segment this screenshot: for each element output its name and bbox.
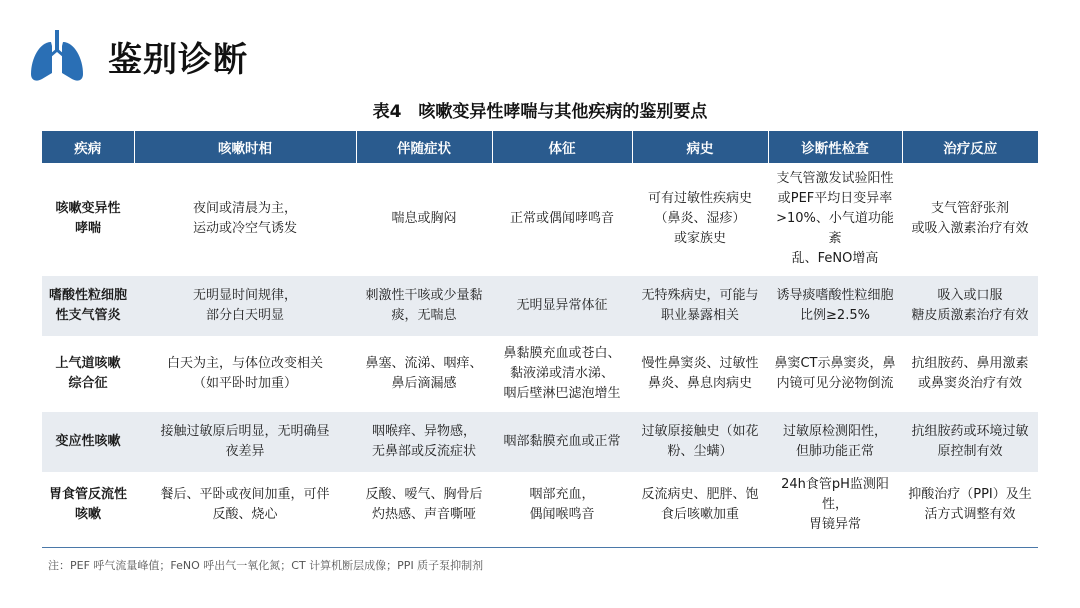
cell-timing: 夜间或清晨为主， 运动或冷空气诱发 (134, 163, 356, 276)
cell-history: 可有过敏性疾病史 （鼻炎、湿疹） 或家族史 (632, 163, 768, 276)
column-header-timing: 咳嗽时相 (134, 131, 356, 163)
table-row (42, 337, 1038, 412)
column-header-signs: 体征 (492, 131, 632, 163)
cell-tests: 过敏原检测阳性， 但肺功能正常 (768, 412, 902, 473)
cell-history: 无特殊病史，可能与 职业暴露相关 (632, 276, 768, 337)
column-header-disease: 疾病 (42, 131, 134, 163)
differential-diagnosis-table (42, 131, 1038, 538)
cell-disease: 变应性咳嗽 (42, 412, 134, 473)
slide-header (28, 28, 248, 84)
cell-symptoms: 咽喉痒、异物感， 无鼻部或反流症状 (356, 412, 492, 473)
table-row (42, 163, 1038, 276)
cell-disease: 咳嗽变异性 哮喘 (42, 163, 134, 276)
column-header-history: 病史 (632, 131, 768, 163)
cell-response: 抑酸治疗（PPI）及生 活方式调整有效 (902, 473, 1038, 538)
cell-timing: 餐后、平卧或夜间加重，可伴 反酸、烧心 (134, 473, 356, 538)
column-header-symptoms: 伴随症状 (356, 131, 492, 163)
cell-symptoms: 反酸、嗳气、胸骨后 灼热感、声音嘶哑 (356, 473, 492, 538)
table-header-row (42, 131, 1038, 163)
cell-signs: 正常或偶闻哮鸣音 (492, 163, 632, 276)
lungs-icon (28, 28, 86, 84)
cell-symptoms: 鼻塞、流涕、咽痒、 鼻后滴漏感 (356, 337, 492, 412)
column-header-response: 治疗反应 (902, 131, 1038, 163)
table-row (42, 276, 1038, 337)
cell-disease: 上气道咳嗽 综合征 (42, 337, 134, 412)
cell-tests: 支气管激发试验阳性 或PEF平均日变异率 >10%、小气道功能紊 乱、FeNO增高 (768, 163, 902, 276)
table-row (42, 412, 1038, 473)
cell-symptoms: 刺激性干咳或少量黏 痰，无喘息 (356, 276, 492, 337)
cell-response: 吸入或口服 糖皮质激素治疗有效 (902, 276, 1038, 337)
cell-signs: 无明显异常体征 (492, 276, 632, 337)
cell-disease: 嗜酸性粒细胞 性支气管炎 (42, 276, 134, 337)
cell-response: 支气管舒张剂 或吸入激素治疗有效 (902, 163, 1038, 276)
table-caption: 表4 咳嗽变异性哮喘与其他疾病的鉴别要点 (372, 102, 708, 122)
cell-tests: 24h食管pH监测阳性， 胃镜异常 (768, 473, 902, 538)
cell-signs: 咽部黏膜充血或正常 (492, 412, 632, 473)
table-bottom-rule (42, 547, 1038, 548)
cell-history: 慢性鼻窦炎、过敏性 鼻炎、鼻息肉病史 (632, 337, 768, 412)
page-title: 鉴别诊断 (108, 39, 248, 80)
cell-disease: 胃食管反流性 咳嗽 (42, 473, 134, 538)
cell-tests: 诱导痰嗜酸性粒细胞 比例≥2.5% (768, 276, 902, 337)
cell-signs: 咽部充血， 偶闻喉鸣音 (492, 473, 632, 538)
cell-signs: 鼻黏膜充血或苍白、 黏液涕或清水涕、 咽后壁淋巴滤泡增生 (492, 337, 632, 412)
cell-timing: 无明显时间规律， 部分白天明显 (134, 276, 356, 337)
cell-tests: 鼻窦CT示鼻窦炎，鼻 内镜可见分泌物倒流 (768, 337, 902, 412)
cell-response: 抗组胺药或环境过敏 原控制有效 (902, 412, 1038, 473)
cell-timing: 白天为主，与体位改变相关 （如平卧时加重） (134, 337, 356, 412)
cell-response: 抗组胺药、鼻用激素 或鼻窦炎治疗有效 (902, 337, 1038, 412)
cell-timing: 接触过敏原后明显，无明确昼 夜差异 (134, 412, 356, 473)
footnote: 注：PEF 呼气流量峰值；FeNO 呼出气一氧化氮；CT 计算机断层成像；PPI 质子泵抑制剂 (48, 559, 484, 572)
cell-history: 过敏原接触史（如花 粉、尘螨） (632, 412, 768, 473)
table-row (42, 473, 1038, 538)
cell-symptoms: 喘息或胸闷 (356, 163, 492, 276)
column-header-tests: 诊断性检查 (768, 131, 902, 163)
cell-history: 反流病史、肥胖、饱 食后咳嗽加重 (632, 473, 768, 538)
